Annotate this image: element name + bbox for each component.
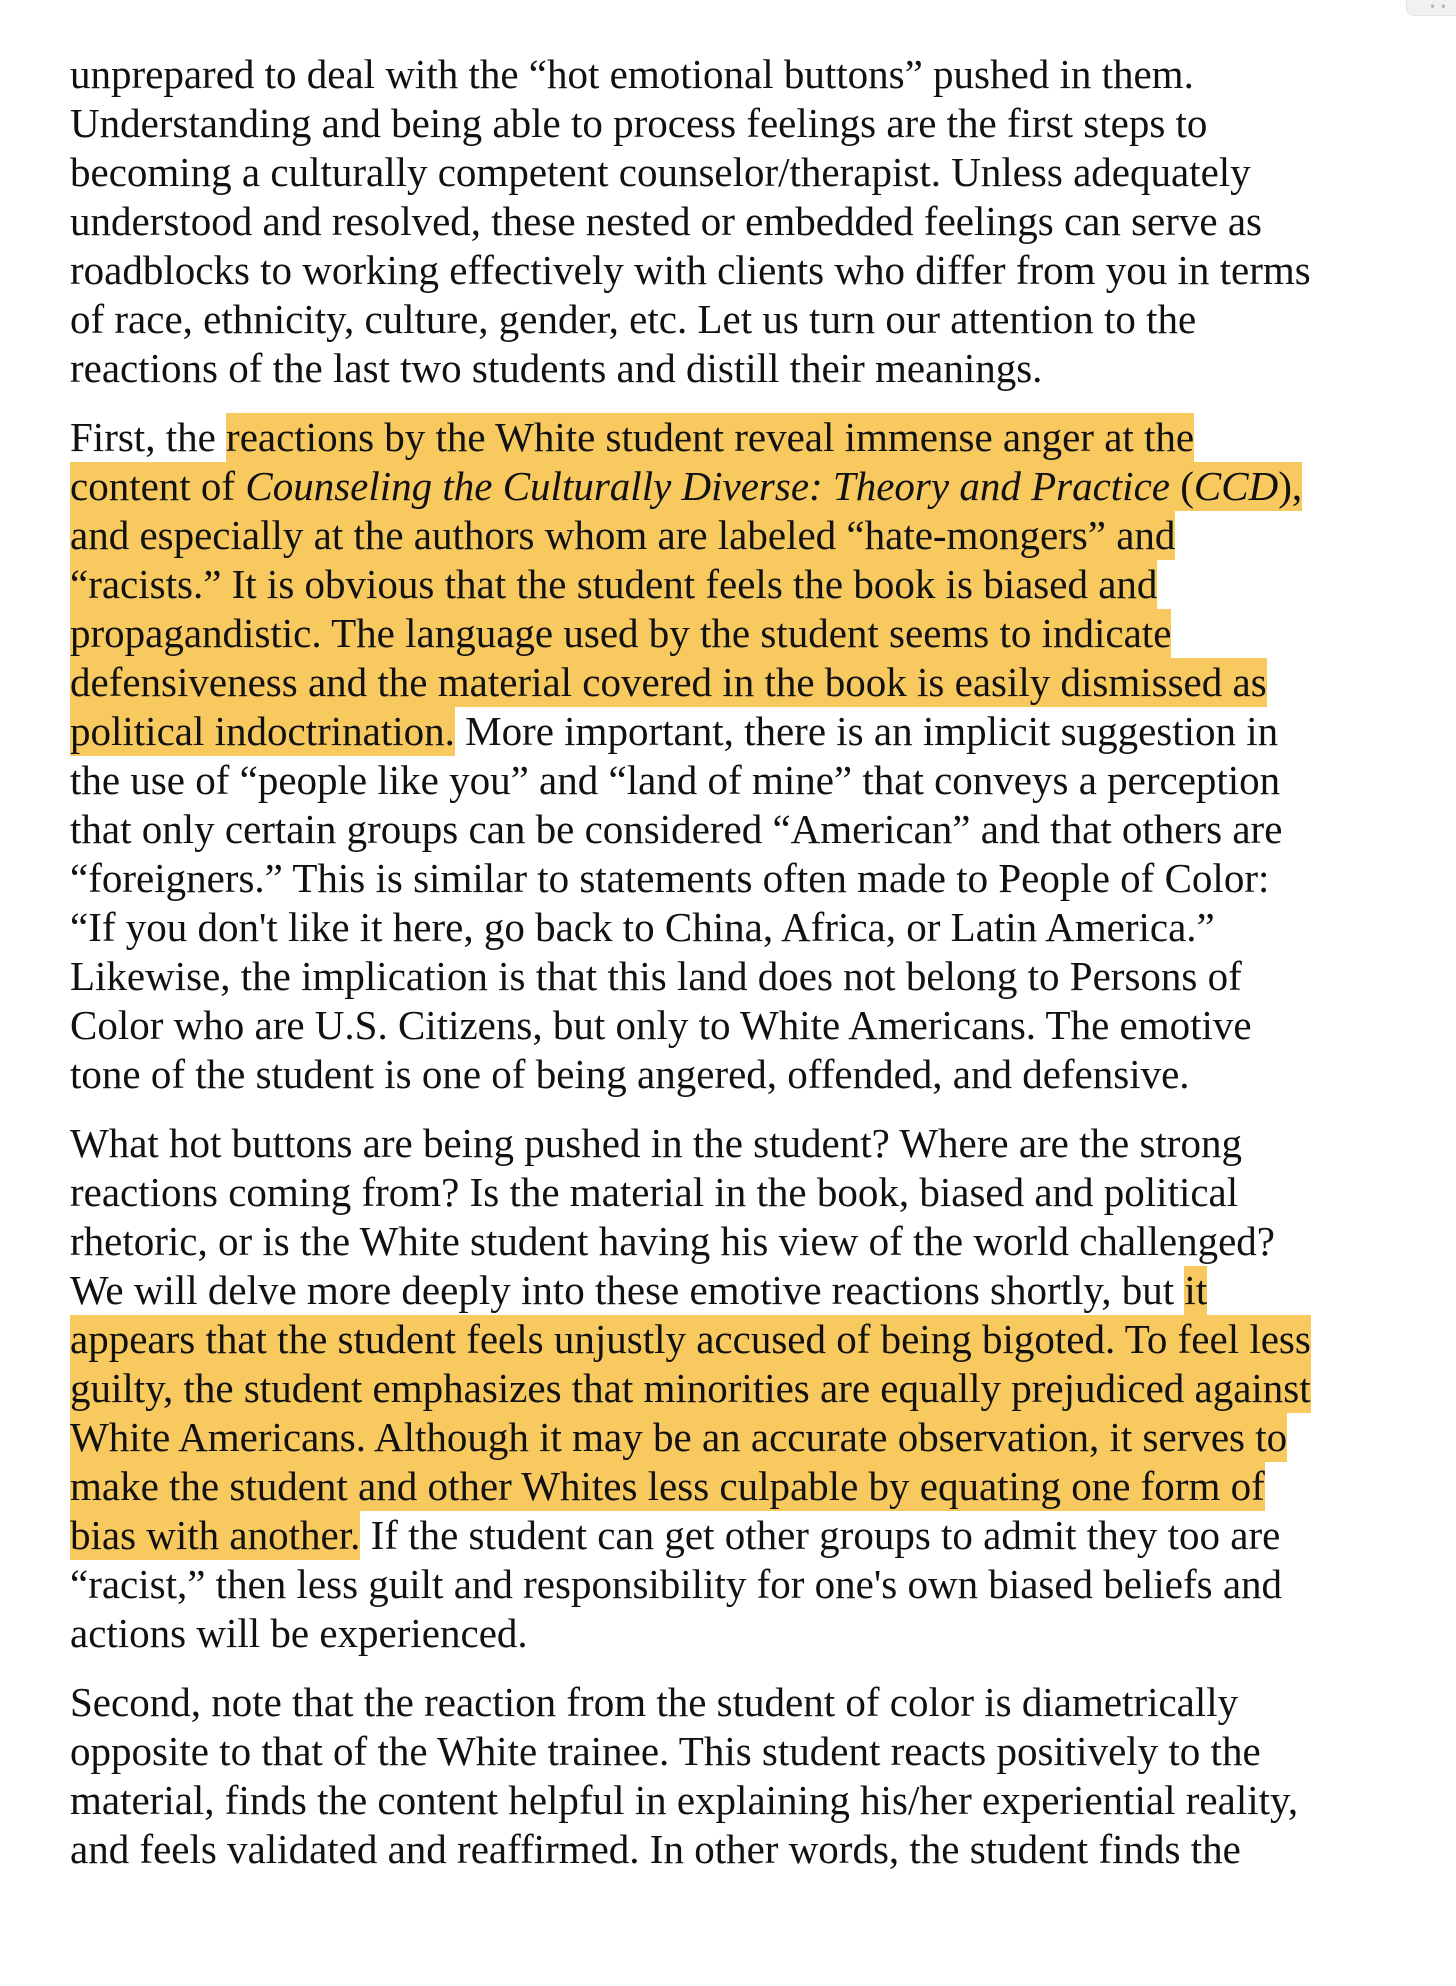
- text-line: [70, 344, 1400, 393]
- text-line: [70, 197, 1400, 246]
- highlighted-text[interactable]: bias with another.: [70, 1512, 361, 1558]
- highlighted-text[interactable]: “racists.” It is obvious that the student feels the book is biased and: [70, 561, 1158, 607]
- text-segment: If the student can get other groups to admit they too are: [360, 1512, 1281, 1558]
- text-line: [70, 1217, 1400, 1266]
- highlighted-text[interactable]: White Americans. Although it may be an accurate observation, it serves to: [70, 1414, 1288, 1460]
- text-segment: Likewise, the implication is that this land does not belong to Persons of: [70, 953, 1242, 999]
- text-line: [70, 462, 1400, 511]
- text-line: [70, 805, 1400, 854]
- text-segment: “If you don't like it here, go back to China, Africa, or Latin America.”: [70, 904, 1215, 950]
- text-segment: Second, note that the reaction from the student of color is diametrically: [70, 1679, 1239, 1725]
- more-options-icon: • •: [1429, 0, 1447, 14]
- paragraph: [70, 50, 1400, 393]
- text-line: [70, 246, 1400, 295]
- text-line: [70, 903, 1400, 952]
- highlighted-text[interactable]: (: [1169, 463, 1194, 509]
- text-segment: Understanding and being able to process feelings are the first steps to: [70, 100, 1208, 146]
- text-line: [70, 1413, 1400, 1462]
- text-line: [70, 609, 1400, 658]
- highlighted-text[interactable]: it: [1184, 1267, 1208, 1313]
- text-segment: Color who are U.S. Citizens, but only to White Americans. The emotive: [70, 1002, 1252, 1048]
- text-segment: roadblocks to working effectively with clients who differ from you in terms: [70, 247, 1311, 293]
- text-segment: tone of the student is one of being angered, offended, and defensive.: [70, 1051, 1190, 1097]
- reader-page: [70, 50, 1400, 1894]
- highlighted-text[interactable]: Counseling the Culturally Diverse: Theory and Practice: [245, 463, 1170, 509]
- highlighted-text[interactable]: reactions by the White student reveal immense anger at the: [226, 414, 1195, 460]
- text-segment: rhetoric, or is the White student having his view of the world challenged?: [70, 1218, 1275, 1264]
- text-line: [70, 1825, 1400, 1874]
- more-options-button[interactable]: [1406, 0, 1456, 16]
- text-segment: reactions coming from? Is the material in the book, biased and political: [70, 1169, 1239, 1215]
- text-line: [70, 1364, 1400, 1413]
- text-segment: unprepared to deal with the “hot emotional buttons” pushed in them.: [70, 51, 1194, 97]
- highlighted-text[interactable]: ),: [1278, 463, 1303, 509]
- text-line: [70, 1609, 1400, 1658]
- text-line: [70, 295, 1400, 344]
- text-line: [70, 756, 1400, 805]
- text-line: [70, 148, 1400, 197]
- text-segment: reactions of the last two students and distill their meanings.: [70, 345, 1043, 391]
- text-segment: We will delve more deeply into these emotive reactions shortly, but: [70, 1267, 1185, 1313]
- text-line: [70, 854, 1400, 903]
- text-line: [70, 1266, 1400, 1315]
- text-segment: material, finds the content helpful in explaining his/her experiential reality,: [70, 1777, 1299, 1823]
- text-segment: that only certain groups can be considered “American” and that others are: [70, 806, 1283, 852]
- text-segment: opposite to that of the White trainee. This student reacts positively to the: [70, 1728, 1261, 1774]
- highlighted-text[interactable]: and especially at the authors whom are labeled “hate-mongers” and: [70, 512, 1176, 558]
- text-segment: First, the: [70, 414, 227, 460]
- text-line: [70, 1001, 1400, 1050]
- highlighted-text[interactable]: propagandistic. The language used by the student seems to indicate: [70, 610, 1172, 656]
- text-segment: becoming a culturally competent counselor/therapist. Unless adequately: [70, 149, 1251, 195]
- paragraph: [70, 413, 1400, 1099]
- text-segment: the use of “people like you” and “land of mine” that conveys a perception: [70, 757, 1281, 803]
- paragraph: [70, 1678, 1400, 1874]
- text-line: [70, 50, 1400, 99]
- text-line: [70, 511, 1400, 560]
- text-segment: of race, ethnicity, culture, gender, etc. Let us turn our attention to the: [70, 296, 1197, 342]
- paragraph: [70, 1119, 1400, 1658]
- text-segment: “foreigners.” This is similar to statements often made to People of Color:: [70, 855, 1270, 901]
- text-line: [70, 658, 1400, 707]
- text-line: [70, 1119, 1400, 1168]
- text-segment: understood and resolved, these nested or embedded feelings can serve as: [70, 198, 1263, 244]
- highlighted-text[interactable]: appears that the student feels unjustly accused of being bigoted. To feel less: [70, 1316, 1311, 1362]
- text-line: [70, 707, 1400, 756]
- text-line: [70, 1560, 1400, 1609]
- text-line: [70, 560, 1400, 609]
- highlighted-text[interactable]: content of: [70, 463, 246, 509]
- text-line: [70, 1050, 1400, 1099]
- text-line: [70, 1168, 1400, 1217]
- text-line: [70, 1727, 1400, 1776]
- text-line: [70, 1511, 1400, 1560]
- text-segment: “racist,” then less guilt and responsibility for one's own biased beliefs and: [70, 1561, 1283, 1607]
- text-segment: actions will be experienced.: [70, 1610, 528, 1656]
- highlighted-text[interactable]: defensiveness and the material covered in the book is easily dismissed as: [70, 659, 1267, 705]
- text-line: [70, 1315, 1400, 1364]
- highlighted-text[interactable]: political indoctrination.: [70, 708, 455, 754]
- text-line: [70, 1776, 1400, 1825]
- highlighted-text[interactable]: guilty, the student emphasizes that minorities are equally prejudiced against: [70, 1365, 1311, 1411]
- text-line: [70, 1462, 1400, 1511]
- text-segment: What hot buttons are being pushed in the student? Where are the strong: [70, 1120, 1242, 1166]
- highlighted-text[interactable]: CCD: [1193, 463, 1279, 509]
- text-line: [70, 952, 1400, 1001]
- highlighted-text[interactable]: make the student and other Whites less culpable by equating one form of: [70, 1463, 1265, 1509]
- text-line: [70, 99, 1400, 148]
- text-line: [70, 1678, 1400, 1727]
- text-line: [70, 413, 1400, 462]
- text-segment: More important, there is an implicit suggestion in: [454, 708, 1279, 754]
- text-segment: and feels validated and reaffirmed. In other words, the student finds the: [70, 1826, 1241, 1872]
